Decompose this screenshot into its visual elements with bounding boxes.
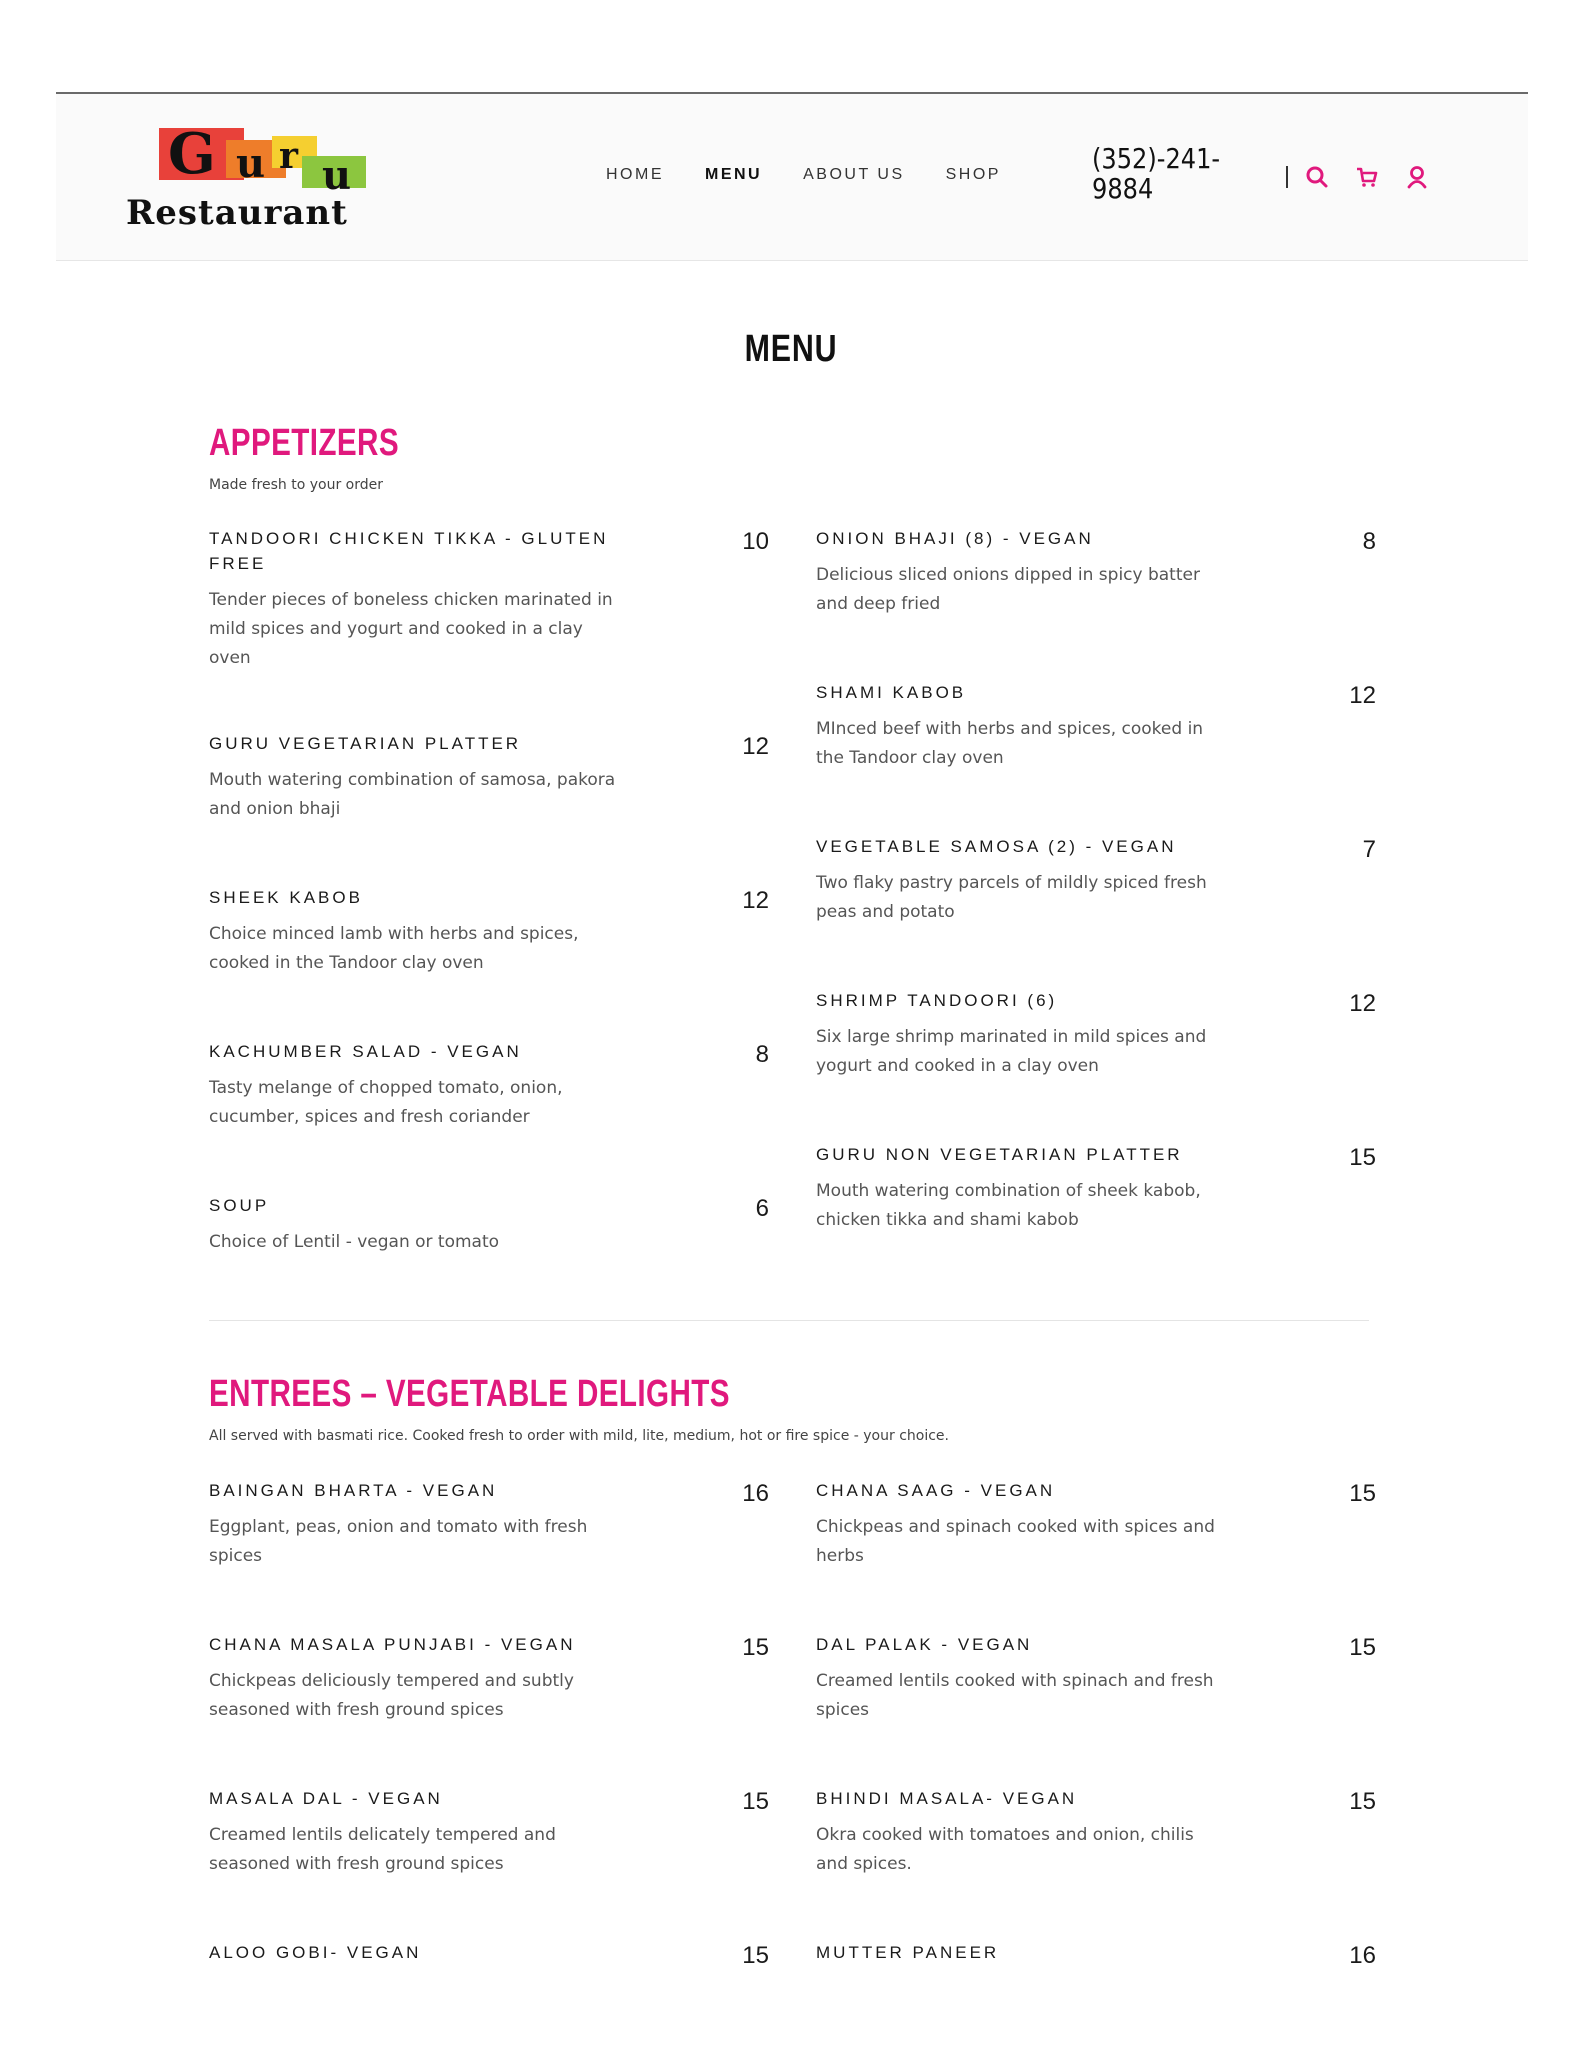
menu-item-name: SOUP: [209, 1196, 270, 1215]
menu-item-name: KACHUMBER SALAD - VEGAN: [209, 1042, 522, 1061]
nav-shop[interactable]: SHOP: [945, 166, 1001, 183]
menu-item: [209, 1632, 769, 1725]
menu-item: [816, 834, 1376, 927]
menu-item: [816, 1940, 1376, 1969]
menu-item: [816, 1478, 1376, 1571]
menu-item-desc: Tasty melange of chopped tomato, onion, cucumber, spices and fresh coriander: [209, 1078, 563, 1127]
menu-item-name: CHANA SAAG - VEGAN: [816, 1481, 1056, 1500]
menu-item-name: ONION BHAJI (8) - VEGAN: [816, 529, 1094, 548]
menu-item-name: GURU VEGETARIAN PLATTER: [209, 734, 522, 753]
menu-item-desc: Creamed lentils cooked with spinach and fresh spices: [816, 1671, 1214, 1720]
logo-letter: r: [279, 135, 298, 177]
menu-item-desc: Choice minced lamb with herbs and spices, cooked in the Tandoor clay oven: [209, 924, 579, 973]
section-divider: [209, 1320, 1369, 1321]
menu-item: [209, 1478, 769, 1571]
menu-item-desc: Eggplant, peas, onion and tomato with fresh spices: [209, 1517, 588, 1566]
menu-item-price: 12: [742, 887, 769, 914]
menu-item-price: 15: [1349, 1480, 1376, 1507]
menu-item: [209, 1039, 769, 1132]
menu-item-desc: Mouth watering combination of samosa, pakora and onion bhaji: [209, 770, 616, 819]
menu-item-name: MASALA DAL - VEGAN: [209, 1789, 443, 1808]
menu-item-name: GURU NON VEGETARIAN PLATTER: [816, 1145, 1183, 1164]
site-header: [56, 94, 1528, 261]
menu-item: [816, 1142, 1376, 1235]
nav-home[interactable]: HOME: [606, 166, 664, 183]
logo-wordmark: Restaurant: [126, 193, 348, 233]
menu-item-name: SHAMI KABOB: [816, 683, 967, 702]
section-title-appetizers: APPETIZERS: [209, 422, 400, 464]
menu-item-name: VEGETABLE SAMOSA (2) - VEGAN: [816, 837, 1177, 856]
menu-item-price: 16: [742, 1480, 769, 1507]
menu-item-desc: Okra cooked with tomatoes and onion, chilis and spices.: [816, 1825, 1194, 1874]
menu-item-name: BAINGAN BHARTA - VEGAN: [209, 1481, 498, 1500]
menu-item-price: 8: [755, 1041, 769, 1068]
menu-item-desc: MInced beef with herbs and spices, cooked in the Tandoor clay oven: [816, 719, 1204, 768]
menu-item-price: 15: [742, 1788, 769, 1815]
menu-item-price: 15: [742, 1634, 769, 1661]
search-icon[interactable]: [1304, 164, 1330, 190]
menu-item-price: 15: [1349, 1788, 1376, 1815]
phone-number[interactable]: (352)-241-9884: [1092, 142, 1221, 205]
nav-about-us[interactable]: ABOUT US: [803, 166, 905, 183]
cart-icon[interactable]: [1354, 164, 1380, 190]
menu-item-price: 15: [1349, 1144, 1376, 1171]
menu-item: [209, 885, 769, 978]
menu-item: [816, 988, 1376, 1081]
menu-item-desc: Six large shrimp marinated in mild spices and yogurt and cooked in a clay oven: [816, 1027, 1207, 1076]
menu-item-desc: Two flaky pastry parcels of mildly spiced fresh peas and potato: [816, 873, 1207, 922]
menu-item: [816, 526, 1376, 619]
section-subtitle: All served with basmati rice. Cooked fresh to order with mild, lite, medium, hot or fire spice - your choice.: [209, 1428, 949, 1444]
logo-letter: u: [322, 152, 352, 199]
menu-item-price: 12: [1349, 990, 1376, 1017]
section-subtitle: Made fresh to your order: [209, 477, 383, 493]
menu-item-price: 15: [742, 1942, 769, 1969]
account-icon[interactable]: [1404, 164, 1430, 190]
menu-item-price: 7: [1362, 836, 1376, 863]
menu-item: [209, 731, 769, 824]
menu-item: [209, 526, 769, 673]
menu-item: [816, 1632, 1376, 1725]
menu-item-name: BHINDI MASALA- VEGAN: [816, 1789, 1078, 1808]
menu-item-name: CHANA MASALA PUNJABI - VEGAN: [209, 1635, 576, 1654]
menu-item: [816, 680, 1376, 773]
menu-item-name: SHRIMP TANDOORI (6): [816, 991, 1058, 1010]
menu-item-price: 6: [755, 1195, 769, 1222]
menu-item-name: ALOO GOBI- VEGAN: [209, 1943, 422, 1962]
menu-item-price: 10: [742, 528, 769, 555]
header-separator: [1286, 166, 1288, 188]
menu-item-desc: Mouth watering combination of sheek kabob, chicken tikka and shami kabob: [816, 1181, 1201, 1230]
menu-item-name: MUTTER PANEER: [816, 1943, 1000, 1962]
nav-menu[interactable]: MENU: [705, 166, 763, 183]
menu-item-name: DAL PALAK - VEGAN: [816, 1635, 1033, 1654]
menu-item-desc: Creamed lentils delicately tempered and seasoned with fresh ground spices: [209, 1825, 556, 1874]
menu-item-price: 12: [1349, 682, 1376, 709]
menu-item-name: SHEEK KABOB: [209, 888, 363, 907]
menu-item-price: 8: [1362, 528, 1376, 555]
logo-letter: G: [168, 121, 216, 187]
menu-item-desc: Chickpeas deliciously tempered and subtly seasoned with fresh ground spices: [209, 1671, 574, 1720]
menu-item-price: 12: [742, 733, 769, 760]
menu-item: [816, 1786, 1376, 1879]
menu-item-name: TANDOORI CHICKEN TIKKA - GLUTEN FREE: [209, 529, 609, 573]
menu-item-desc: Chickpeas and spinach cooked with spices and herbs: [816, 1517, 1215, 1566]
logo[interactable]: [126, 121, 426, 233]
menu-item: [209, 1193, 769, 1257]
menu-item-desc: Tender pieces of boneless chicken marinated in mild spices and yogurt and cooked in a clay oven: [209, 590, 613, 668]
menu-item-price: 15: [1349, 1634, 1376, 1661]
logo-letter: u: [236, 140, 266, 187]
section-title-entrees: ENTREES – VEGETABLE DELIGHTS: [209, 1373, 730, 1415]
menu-item: [209, 1786, 769, 1879]
menu-item-price: 16: [1349, 1942, 1376, 1969]
menu-item-desc: Delicious sliced onions dipped in spicy batter and deep fried: [816, 565, 1200, 614]
menu-item: [209, 1940, 769, 1969]
menu-item-desc: Choice of Lentil - vegan or tomato: [209, 1232, 500, 1252]
page-title: MENU: [744, 328, 838, 370]
main-nav: [606, 166, 1042, 184]
